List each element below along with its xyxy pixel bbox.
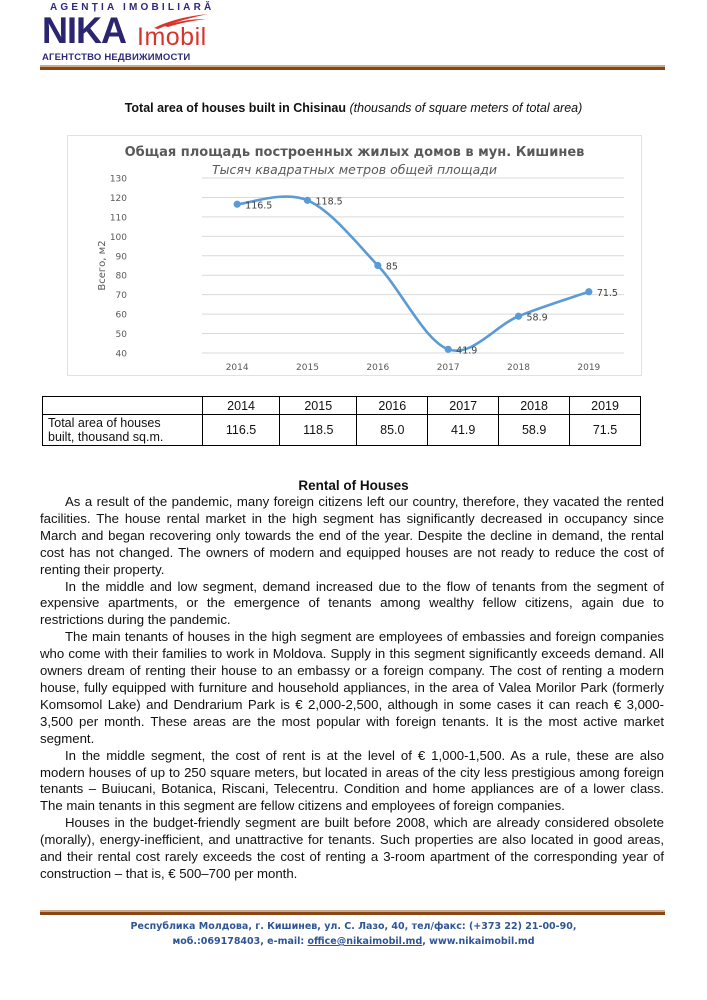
table-cell: 41.9 [428,415,499,446]
row-label-line1: Total area of houses [48,416,161,430]
x-tick-label: 2014 [225,363,249,373]
logo-nika-wordmark: NIKA [42,9,126,52]
data-label: 118.5 [315,196,343,208]
footer-separator: , [422,936,430,947]
table-cell: 85.0 [357,415,428,446]
data-point [304,197,311,204]
row-label-line2: built, thousand sq.m. [48,430,164,444]
table-header-row [43,397,641,415]
table-cell: 116.5 [203,415,280,446]
data-point [515,313,522,320]
section-title: Rental of Houses [298,478,409,493]
y-axis-title: Всего, м2 [97,240,108,291]
data-label: 116.5 [245,200,273,212]
chart-subtitle: Тысяч квадратных метров общей площади [211,162,498,177]
data-line [237,197,589,351]
website-link[interactable]: www.nikaimobil.md [429,936,535,947]
y-tick-label: 40 [115,349,127,360]
paragraph: In the middle and low segment, demand increased due to the flow of tenants from the segment of expensive apartments, or the emergence of tenants among wealthy fellow citizens, again due to restrictions during the pandemic. [40,578,664,628]
data-label: 41.9 [456,345,478,357]
footer-address: Республика Молдова, г. Кишинев, ул. С. Лазо, 40, тел/факс: (+373 22) 21-00-90, [130,921,577,932]
data-point [374,262,381,269]
logo-imobil-wordmark: Imobil [137,23,207,51]
x-tick-label: 2016 [366,363,390,373]
table-cell: 71.5 [570,415,641,446]
x-tick-label: 2017 [436,363,460,373]
data-label: 85 [385,261,398,273]
table-cell: 118.5 [280,415,357,446]
table-row-label [43,415,203,446]
chart-caption [0,101,707,115]
footer-phone: моб.:069178403, e-mail: [172,936,308,947]
x-tick-label: 2015 [296,363,319,373]
data-label: 58.9 [526,312,548,324]
email-link[interactable]: office@nikaimobil.md [307,936,423,947]
paragraph: In the middle segment, the cost of rent is at the level of € 1,000-1,500. As a rule, these are also modern houses of up to 250 square meters, but located in areas of the city less prestigious among foreign tenants – Buiucani, Botanica, Riscani, Telecentru. Condition and home appliances are of a lower class. The main tenants in this segment are fellow citizens and employees of foreign companies. [40,747,664,814]
chart-plot-area [68,136,641,375]
y-tick-label: 60 [115,310,127,321]
y-tick-label: 70 [115,291,127,302]
data-point [445,346,452,353]
chart-caption-units: (thousands of square meters of total area) [349,101,583,115]
y-tick-label: 110 [109,213,127,224]
logo-tagline-ro: AGENȚIA IMOBILIARĂ [50,2,215,13]
data-table [42,396,641,446]
footer-divider [40,910,665,915]
section-body [40,494,664,883]
company-logo [40,0,220,63]
data-label: 71.5 [596,287,618,299]
footer-contact-line [0,934,707,949]
x-tick-label: 2018 [507,363,530,373]
table-header-cell: 2017 [428,397,499,415]
y-tick-label: 50 [115,330,127,341]
header-divider [40,65,665,70]
table-header-cell: 2015 [280,397,357,415]
paragraph: The main tenants of houses in the high segment are employees of embassies and foreign companies who come with their families to work in Moldova. Supply in this segment significantly exceeds demand. All owners dream of renting their house to an embassy or a foreign company. The cost of renting a modern house, fully equipped with furniture and household appliances, in the area of Valea Morilor Park (formerly Komsomol Lake) and Dendrarium Park is € 2,000-2,500, although in some cases it can reach € 3,000-3,500 per month. These areas are the most popular with foreign tenants. It is the most active market segment. [40,629,664,746]
y-tick-label: 120 [109,193,127,204]
data-point [585,288,592,295]
table-header-cell: 2014 [203,397,280,415]
table-header-cell [43,397,203,415]
table-header-cell: 2019 [570,397,641,415]
table-row [43,415,641,446]
logo-tagline-ru: АГЕНТСТВО НЕДВИЖИМОСТИ [42,52,191,63]
y-tick-label: 90 [115,252,127,263]
paragraph: As a result of the pandemic, many foreign citizens left our country, therefore, they vacated the rented facilities. The house rental market in the high segment has significantly decreased in occupancy since March and began recovering only towards the end of the year. Despite the decline in demand, the rental cost has not changed. The owners of modern and equipped houses are not ready to reduce the cost of renting their property. [40,494,664,577]
chart-caption-title: Total area of houses built in Chisinau [124,101,347,115]
table-header-cell: 2018 [499,397,570,415]
footer-contact [0,919,707,949]
table-header-cell: 2016 [357,397,428,415]
x-tick-label: 2019 [577,363,601,373]
y-tick-label: 100 [109,232,127,243]
y-tick-label: 130 [109,174,127,185]
paragraph: Houses in the budget-friendly segment are built before 2008, which are already considered obsolete (morally), energy-inefficient, and unattractive for tenants. Such properties are also located in good areas, and their rental cost rarely exceeds the cost of renting a 3-room apartment of the corresponding year of construction – that is, € 500–700 per month. [40,815,664,881]
y-tick-label: 80 [115,271,127,282]
chart-title: Общая площадь построенных жилых домов в мун. Кишинев [124,145,585,160]
line-chart [67,135,642,376]
data-point [234,201,241,208]
table-cell: 58.9 [499,415,570,446]
